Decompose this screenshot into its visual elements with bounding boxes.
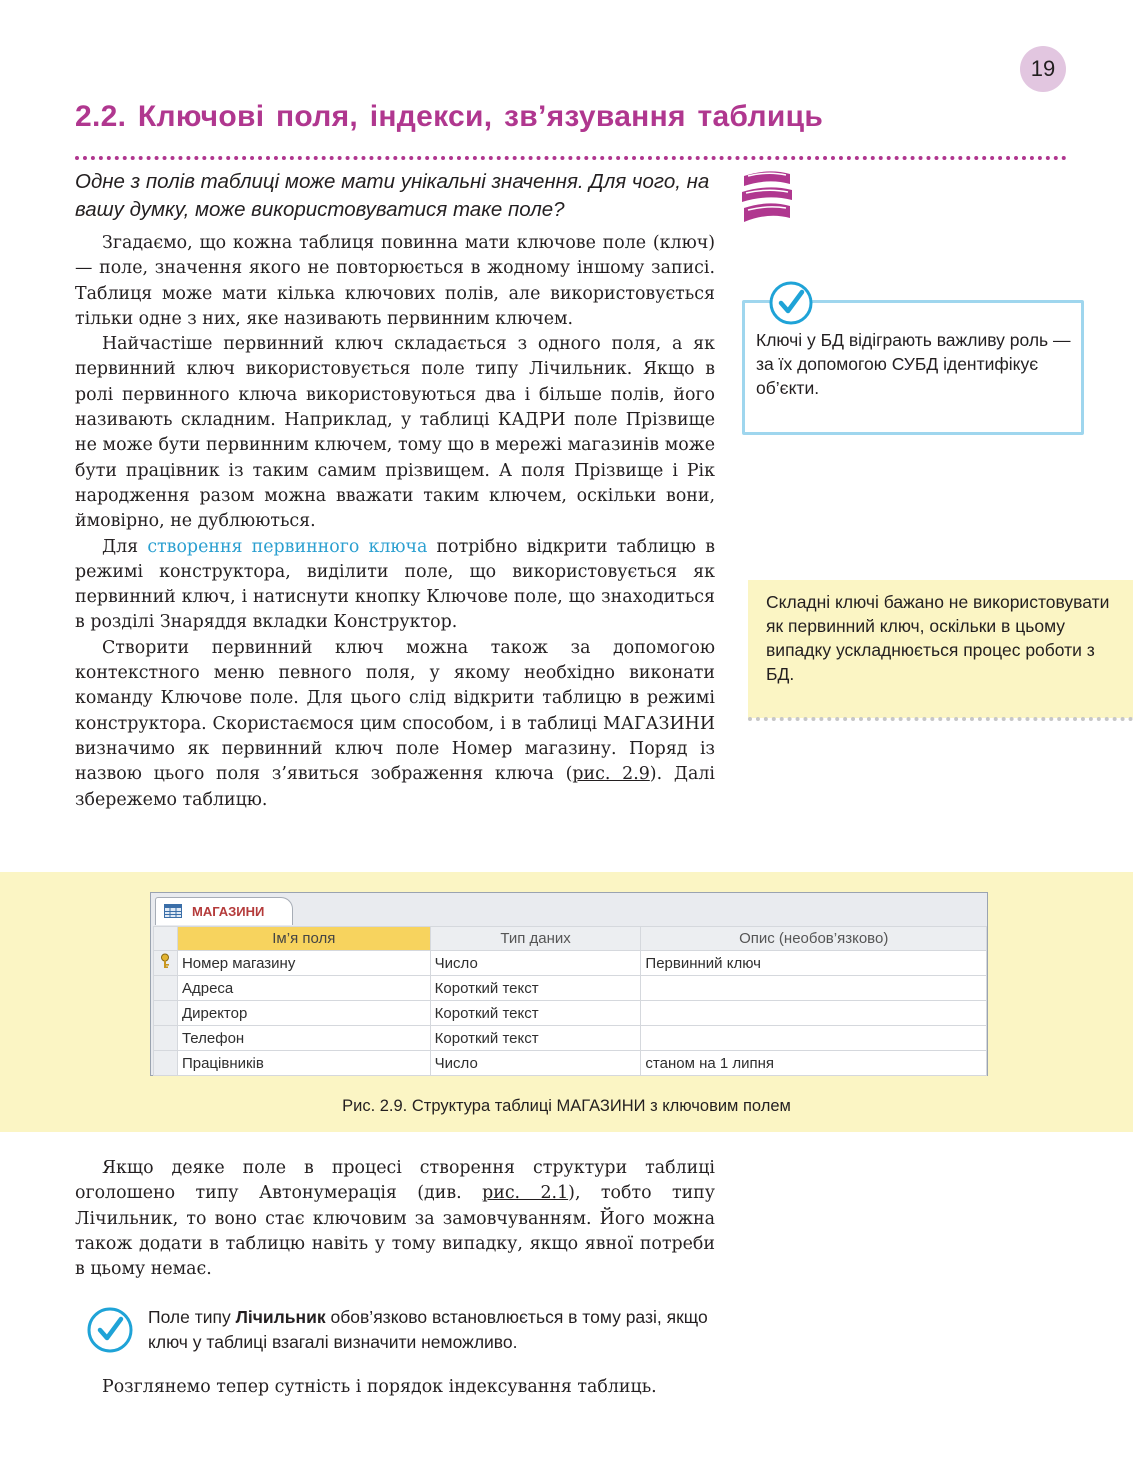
table-tab[interactable] xyxy=(155,897,293,925)
paragraph-4 xyxy=(75,636,715,813)
callout-end: обов’язково встановлюється в тому разі, якщо ключ у таблиці взагалі визначити неможливо. xyxy=(148,1307,708,1352)
table-row[interactable] xyxy=(154,951,987,976)
callout-bold: Лічильник xyxy=(235,1307,326,1327)
callout-start: Поле типу xyxy=(148,1307,236,1327)
note-text: Ключі у БД відіграють важливу роль — за їх допомогою СУБД ідентифікує об’єкти. xyxy=(756,330,1071,398)
figure-2-1-reference[interactable]: рис. 2.1 xyxy=(482,1183,569,1204)
data-type-cell[interactable]: Короткий текст xyxy=(430,1001,641,1026)
data-type-cell[interactable]: Короткий текст xyxy=(430,976,641,1001)
row-selector[interactable] xyxy=(154,1026,178,1051)
paragraph-6: Розглянемо тепер сутність і порядок індексування таблиць. xyxy=(102,1377,657,1397)
paragraph-3-start: Для xyxy=(102,536,148,557)
grid-header-row xyxy=(154,927,987,951)
section-heading: 2.2. Ключові поля, індекси, зв’язування таблиць xyxy=(75,100,824,133)
description-cell[interactable] xyxy=(641,1026,987,1051)
tip-text: Складні ключі бажано не використовувати як первинний ключ, оскільки в цьому випадку ускладнюється процес роботи з БД. xyxy=(766,592,1110,684)
heading-divider xyxy=(75,156,1067,160)
field-name-cell[interactable]: Телефон xyxy=(177,1026,430,1051)
intro-question: Одне з полів таблиці може мати унікальні значення. Для чого, на вашу думку, може використовуватися таке поле? xyxy=(75,170,710,221)
paragraph-3 xyxy=(75,535,715,636)
table-row[interactable] xyxy=(154,976,987,1001)
data-type-cell[interactable]: Короткий текст xyxy=(430,1026,641,1051)
paragraph-1: Згадаємо, що кожна таблиця повинна мати ключове поле (ключ) — поле, значення якого не повторюється в жодному іншому записі. Таблиця може мати кілька ключових полів, але використовується тільки одне з них, яке називають первинним ключем. xyxy=(75,233,715,329)
key-icon xyxy=(160,953,170,969)
row-selector[interactable] xyxy=(154,951,178,976)
primary-key-link[interactable]: створення первинного ключа xyxy=(147,536,428,557)
callout-text xyxy=(148,1305,718,1355)
paragraph-4-start: Створити первинний ключ можна також за допомогою контекстного меню певного поля, у якому необхідно виконати команду Ключове поле. Для цього слід відкрити таблицю в режимі конструктора. Скористаємося цим способом, і в таблиці МАГАЗИНИ визначимо як первинний ключ поле Номер магазину. Поряд із назвою цього поля з’явиться зображення ключа ( xyxy=(75,637,715,785)
tip-divider xyxy=(748,717,1133,721)
paragraph-2: Найчастіше первинний ключ складається з одного поля, а як первинний ключ використовується поле типу Лічильник. Якщо в ролі первинного ключа використовуються два і більше полів, його називають складним. Наприклад, у таблиці КАДРИ поле Прізвище не може бути первинним ключем, тому що в мережі магазинів може бути працівник із таким самим прізвищем. А поля Прізвище і Рік народження разом можна вважати таким ключем, оскільки вони, ймовірно, не дублюються. xyxy=(75,334,715,532)
figure-caption: Рис. 2.9. Структура таблиці МАГАЗИНИ з ключовим полем xyxy=(342,1097,791,1115)
check-icon xyxy=(768,280,814,326)
field-name-cell[interactable]: Працівників xyxy=(177,1051,430,1076)
table-row[interactable] xyxy=(154,1001,987,1026)
header-description[interactable]: Опис (необов’язково) xyxy=(641,927,987,951)
data-type-cell[interactable]: Число xyxy=(430,1051,641,1076)
page-number: 19 xyxy=(1020,46,1066,92)
paragraph-4-end: ). Далі збережемо таблицю. xyxy=(75,764,715,810)
row-selector-header xyxy=(154,927,178,951)
description-cell[interactable] xyxy=(641,976,987,1001)
paragraph-5-start: Якщо деяке поле в процесі створення структури таблиці оголошено типу Автонумерація (див. xyxy=(75,1158,715,1204)
row-selector[interactable] xyxy=(154,976,178,1001)
check-icon xyxy=(86,1306,134,1354)
field-name-cell[interactable]: Номер магазину xyxy=(177,951,430,976)
row-selector[interactable] xyxy=(154,1001,178,1026)
paragraph-3-end: потрібно відкрити таблицю в режимі конструктора, виділити поле, що використовується як первинний ключ, і натиснути кнопку Ключове поле, що знаходиться в розділі Знаряддя вкладки Конструктор. xyxy=(75,536,715,633)
table-row[interactable] xyxy=(154,1051,987,1076)
field-name-cell[interactable]: Адреса xyxy=(177,976,430,1001)
header-data-type[interactable]: Тип даних xyxy=(430,927,641,951)
description-cell[interactable]: Первинний ключ xyxy=(641,951,987,976)
paragraph-5 xyxy=(75,1156,715,1282)
table-row[interactable] xyxy=(154,1026,987,1051)
books-icon xyxy=(738,166,798,226)
table-tab-label: МАГАЗИНИ xyxy=(192,904,265,919)
paragraph-5-end: ), тобто типу Лічильник, то воно стає ключовим за замовчуванням. Його можна також додати в таблицю навіть у тому випадку, якщо явної потреби в цьому немає. xyxy=(75,1183,715,1280)
header-field-name[interactable]: Ім’я поля xyxy=(177,927,430,951)
main-body-text xyxy=(75,231,715,813)
figure-2-9-reference[interactable]: рис. 2.9 xyxy=(572,764,650,785)
data-type-cell[interactable]: Число xyxy=(430,951,641,976)
row-selector[interactable] xyxy=(154,1051,178,1076)
field-name-cell[interactable]: Директор xyxy=(177,1001,430,1026)
body-text-after-figure xyxy=(75,1156,715,1282)
table-icon xyxy=(164,904,182,918)
table-design-grid xyxy=(153,926,987,1076)
final-paragraph xyxy=(75,1375,715,1400)
description-cell[interactable] xyxy=(641,1001,987,1026)
description-cell[interactable]: станом на 1 липня xyxy=(641,1051,987,1076)
